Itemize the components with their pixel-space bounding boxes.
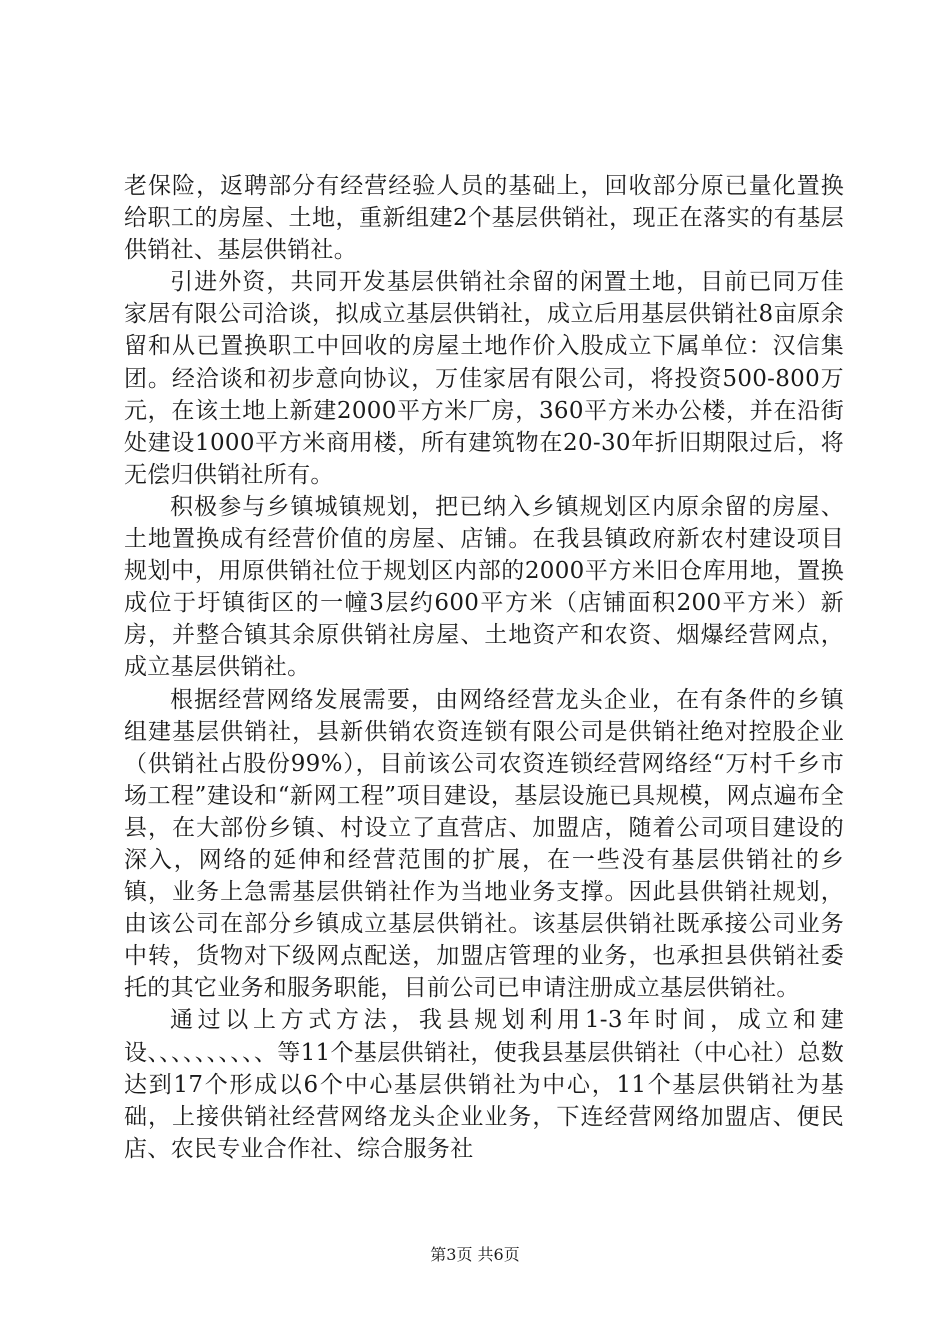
page-number-footer: 第3页 共6页 [430,1245,520,1264]
paragraph-2: 引进外资，共同开发基层供销社余留的闲置土地，目前已同万佳家居有限公司洽谈，拟成立基层供销社，成立后用基层供销社8亩原余留和从已置换职工中回收的房屋土地作价入股成立下属单位：汉信集团。经洽谈和初步意向协议，万佳家居有限公司，将投资500-800万元，在该土地上新建2000平方米厂房，360平方米办公楼，并在沿街处建设1000平方米商用楼，所有建筑物在20-30年折旧期限过后，将无偿归供销社所有。 [124,269,844,488]
paragraph-3: 积极参与乡镇城镇规划，把已纳入乡镇规划区内原余留的房屋、土地置换成有经营价值的房屋、店铺。在我县镇政府新农村建设项目规划中，用原供销社位于规划区内部的2000平方米旧仓库用地，置换成位于圩镇街区的一幢3层约600平方米（店铺面积200平方米）新房，并整合镇其余原供销社房屋、土地资产和农资、烟爆经营网点，成立基层供销社。 [124,493,844,681]
document-body [124,170,844,1165]
paragraph-1: 老保险，返聘部分有经营经验人员的基础上，回收部分原已量化置换给职工的房屋、土地，重新组建2个基层供销社，现正在落实的有基层供销社、基层供销社。 [124,173,844,264]
paragraph-5: 通过以上方式方法，我县规划利用1-3年时间，成立和建设、、、、、、、、、、等11个基层供销社，使我县基层供销社（中心社）总数达到17个形成以6个中心基层供销社为中心，11个基层供销社为基础，上接供销社经营网络龙头企业业务，下连经营网络加盟店、便民店、农民专业合作社、综合服务社 [124,1007,844,1162]
paragraph-4: 根据经营网络发展需要，由网络经营龙头企业，在有条件的乡镇组建基层供销社，县新供销农资连锁有限公司是供销社绝对控股企业（供销社占股份99%），目前该公司农资连锁经营网络经“万村千乡市场工程”建设和“新网工程”项目建设，基层设施已具规模，网点遍布全县，在大部份乡镇、村设立了直营店、加盟店，随着公司项目建设的深入，网络的延伸和经营范围的扩展，在一些没有基层供销社的乡镇，业务上急需基层供销社作为当地业务支撑。因此县供销社规划，由该公司在部分乡镇成立基层供销社。该基层供销社既承接公司业务中转，货物对下级网点配送，加盟店管理的业务，也承担县供销社委托的其它业务和服务职能，目前公司已申请注册成立基层供销社。 [124,686,844,1002]
